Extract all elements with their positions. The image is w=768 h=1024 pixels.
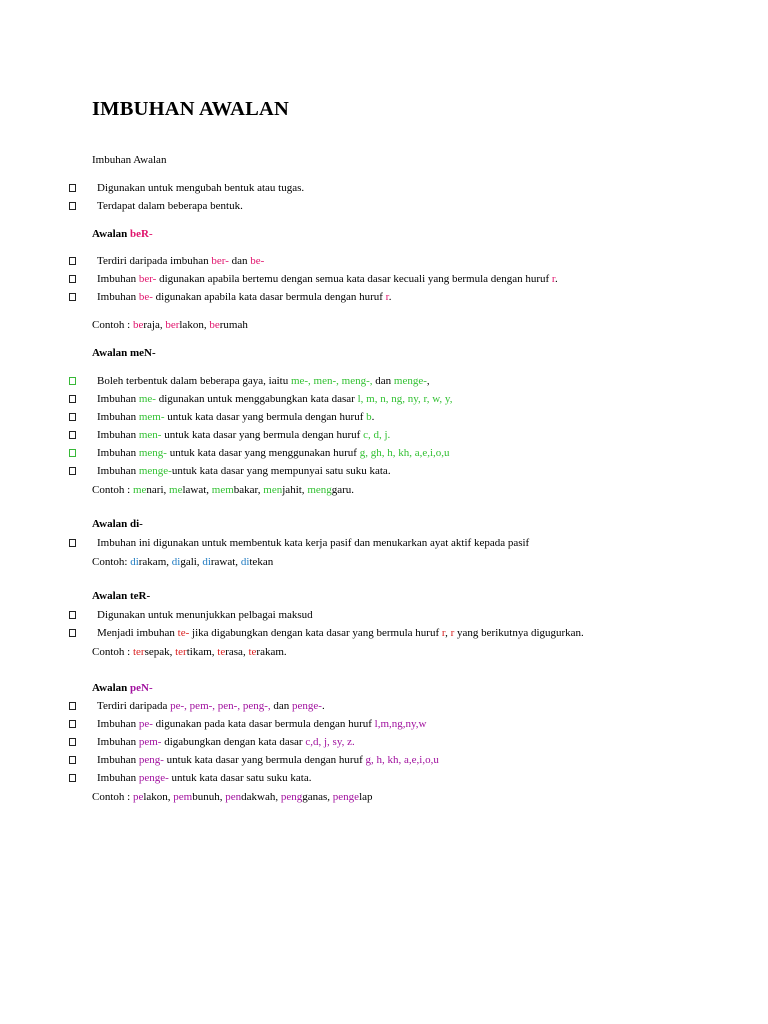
highlight-run: ter bbox=[132, 646, 145, 658]
text-run: yang berikutnya digugurkan. bbox=[454, 627, 584, 639]
text-run: rakam, bbox=[138, 556, 172, 568]
text-run: Awalan bbox=[92, 228, 130, 240]
checkbox-bullet-icon bbox=[69, 611, 76, 619]
example-line bbox=[92, 645, 287, 659]
checkbox-bullet-icon bbox=[69, 377, 76, 385]
list-item-text bbox=[97, 374, 430, 388]
highlight-run: c, d, j. bbox=[363, 429, 391, 441]
text-run: rawat, bbox=[210, 556, 241, 568]
text-run: , bbox=[445, 627, 451, 639]
text-run: raja, bbox=[143, 319, 166, 331]
text-run: Imbuhan bbox=[97, 429, 139, 441]
text-run: . bbox=[321, 700, 325, 712]
list-item-text bbox=[97, 181, 304, 195]
text-run: tekan bbox=[249, 556, 274, 568]
highlight-run: menge- bbox=[138, 465, 172, 477]
highlight-run: pe bbox=[132, 791, 144, 803]
text-run: tikam, bbox=[186, 646, 218, 658]
text-run: Awalan teR- bbox=[92, 590, 151, 602]
highlight-run: di bbox=[240, 556, 250, 568]
text-run: . bbox=[554, 273, 558, 285]
highlight-run: r bbox=[450, 627, 455, 639]
checkbox-bullet-icon bbox=[69, 629, 76, 637]
intro-heading: Imbuhan Awalan bbox=[92, 154, 167, 166]
list-item-text bbox=[97, 626, 584, 640]
highlight-run: me- bbox=[138, 393, 156, 405]
list-item-text bbox=[97, 254, 264, 268]
highlight-run: penge bbox=[332, 791, 360, 803]
highlight-run: pem bbox=[173, 791, 193, 803]
highlight-run: te bbox=[217, 646, 226, 658]
checkbox-bullet-icon bbox=[69, 275, 76, 283]
text-run: bakar, bbox=[233, 484, 264, 496]
highlight-run: meng- bbox=[138, 447, 167, 459]
list-item-text bbox=[97, 699, 325, 713]
section-heading bbox=[92, 681, 153, 695]
text-run: dan bbox=[372, 375, 394, 387]
list-item-text bbox=[97, 272, 558, 286]
example-line bbox=[92, 483, 354, 497]
text-run: Imbuhan bbox=[97, 273, 139, 285]
checkbox-bullet-icon bbox=[69, 539, 76, 547]
text-run: Awalan bbox=[92, 682, 130, 694]
section-heading bbox=[92, 517, 143, 531]
checkbox-bullet-icon bbox=[69, 413, 76, 421]
text-run: Imbuhan bbox=[97, 465, 139, 477]
highlight-run: penge- bbox=[138, 772, 169, 784]
highlight-run: te bbox=[248, 646, 257, 658]
highlight-run: pem- bbox=[138, 736, 162, 748]
checkbox-bullet-icon bbox=[69, 431, 76, 439]
highlight-run: ber- bbox=[211, 255, 229, 267]
text-run: lakon, bbox=[143, 791, 174, 803]
highlight-run: c,d, j, sy, z. bbox=[305, 736, 355, 748]
text-run: dakwah, bbox=[241, 791, 281, 803]
highlight-run: pe- bbox=[138, 718, 153, 730]
text-run: rakam. bbox=[256, 646, 287, 658]
list-item-text bbox=[97, 536, 529, 550]
checkbox-bullet-icon bbox=[69, 738, 76, 746]
highlight-run: mem- bbox=[138, 411, 165, 423]
checkbox-bullet-icon bbox=[69, 774, 76, 782]
list-item-text bbox=[97, 771, 311, 785]
highlight-run: men bbox=[263, 484, 283, 496]
list-item-text bbox=[97, 735, 355, 749]
text-run: Awalan meN- bbox=[92, 347, 156, 359]
list-item-text bbox=[97, 290, 391, 304]
section-heading bbox=[92, 227, 153, 241]
text-run: Imbuhan bbox=[97, 772, 139, 784]
text-run: garu. bbox=[331, 484, 355, 496]
document-title: IMBUHAN AWALAN bbox=[92, 98, 289, 120]
highlight-run: di bbox=[130, 556, 139, 568]
list-item-text bbox=[97, 428, 390, 442]
highlight-run: r bbox=[551, 273, 555, 285]
highlight-run: menge- bbox=[393, 375, 427, 387]
list-item-text bbox=[97, 199, 243, 213]
highlight-run: beR- bbox=[130, 228, 153, 240]
text-run: Imbuhan bbox=[97, 291, 139, 303]
checkbox-bullet-icon bbox=[69, 720, 76, 728]
highlight-run: penge- bbox=[292, 700, 322, 712]
text-run: gali, bbox=[180, 556, 203, 568]
text-run: jahit, bbox=[282, 484, 308, 496]
list-item-text bbox=[97, 392, 452, 406]
highlight-run: peN- bbox=[130, 682, 153, 694]
highlight-run: mem bbox=[211, 484, 234, 496]
example-line bbox=[92, 318, 248, 332]
text-run: bunuh, bbox=[192, 791, 226, 803]
highlight-run: l,m,ng,ny,w bbox=[374, 718, 427, 730]
list-item-text bbox=[97, 464, 391, 478]
highlight-run: l, m, n, ng, ny, r, w, y, bbox=[357, 393, 453, 405]
text-run: Digunakan untuk menunjukkan pelbagai maksud bbox=[97, 609, 313, 621]
text-run: Awalan di- bbox=[92, 518, 143, 530]
highlight-run: ber- bbox=[138, 273, 157, 285]
highlight-run: me bbox=[132, 484, 147, 496]
text-run: untuk kata dasar yang menggunakan huruf bbox=[166, 447, 360, 459]
text-run: jika digabungkan dengan kata dasar yang bermula huruf bbox=[189, 627, 442, 639]
highlight-run: di bbox=[202, 556, 211, 568]
text-run: untuk kata dasar yang bermula dengan huruf bbox=[164, 411, 367, 423]
text-run: Imbuhan ini digunakan untuk membentuk kata kerja pasif dan menukarkan ayat aktif kepada pasif bbox=[97, 537, 530, 549]
highlight-run: ter bbox=[175, 646, 187, 658]
text-run: Imbuhan bbox=[97, 754, 139, 766]
text-run: lawat, bbox=[182, 484, 212, 496]
checkbox-bullet-icon bbox=[69, 293, 76, 301]
text-run: Imbuhan bbox=[97, 411, 139, 423]
checkbox-bullet-icon bbox=[69, 449, 76, 457]
text-run: digunakan apabila bertemu dengan semua kata dasar kecuali yang bermula dengan huruf bbox=[156, 273, 552, 285]
text-run: , bbox=[426, 375, 430, 387]
highlight-run: peng bbox=[280, 791, 303, 803]
highlight-run: meng bbox=[307, 484, 332, 496]
highlight-run: pe-, pem-, pen-, peng-, bbox=[170, 700, 271, 712]
highlight-run: r bbox=[441, 627, 446, 639]
text-run: . bbox=[371, 411, 375, 423]
text-run: Terdiri daripada bbox=[97, 700, 171, 712]
text-run: untuk kata dasar yang bermula dengan huruf bbox=[163, 754, 366, 766]
text-run: lakon, bbox=[179, 319, 210, 331]
text-run: ganas, bbox=[302, 791, 333, 803]
example-line bbox=[92, 790, 373, 804]
highlight-run: b bbox=[366, 411, 372, 423]
example-line bbox=[92, 555, 273, 569]
text-run: Imbuhan bbox=[97, 393, 139, 405]
section-heading bbox=[92, 346, 156, 360]
highlight-run: be bbox=[132, 319, 144, 331]
highlight-run: me bbox=[169, 484, 183, 496]
highlight-run: be- bbox=[250, 255, 265, 267]
text-run: untuk kata dasar satu suku kata. bbox=[168, 772, 312, 784]
text-run: digabungkan dengan kata dasar bbox=[161, 736, 306, 748]
text-run: untuk kata dasar yang bermula dengan huruf bbox=[161, 429, 364, 441]
text-run: digunakan untuk menggabungkan kata dasar bbox=[155, 393, 358, 405]
section-heading bbox=[92, 589, 150, 603]
text-run: Terdapat dalam beberapa bentuk. bbox=[97, 200, 243, 212]
list-item-text bbox=[97, 608, 313, 622]
highlight-run: be- bbox=[138, 291, 153, 303]
text-run: Terdiri daripada imbuhan bbox=[97, 255, 212, 267]
highlight-run: pen bbox=[225, 791, 242, 803]
list-item-text bbox=[97, 446, 450, 460]
text-run: Imbuhan bbox=[97, 718, 139, 730]
text-run: Imbuhan bbox=[97, 447, 139, 459]
checkbox-bullet-icon bbox=[69, 184, 76, 192]
text-run: rasa, bbox=[225, 646, 249, 658]
text-run: Imbuhan bbox=[97, 736, 139, 748]
text-run: rumah bbox=[219, 319, 248, 331]
highlight-run: di bbox=[171, 556, 181, 568]
list-item-text bbox=[97, 717, 427, 731]
checkbox-bullet-icon bbox=[69, 702, 76, 710]
checkbox-bullet-icon bbox=[69, 756, 76, 764]
text-run: Contoh : bbox=[92, 319, 133, 331]
highlight-run: g, gh, h, kh, a,e,i,o,u bbox=[359, 447, 450, 459]
text-run: Contoh : bbox=[92, 484, 133, 496]
highlight-run: be bbox=[209, 319, 220, 331]
text-run: Boleh terbentuk dalam beberapa gaya, iaitu bbox=[97, 375, 291, 387]
text-run: dan bbox=[228, 255, 251, 267]
highlight-run: me-, men-, meng-, bbox=[290, 375, 373, 387]
text-run: nari, bbox=[146, 484, 170, 496]
text-run: Contoh : bbox=[92, 791, 133, 803]
highlight-run: peng- bbox=[138, 754, 164, 766]
text-run: untuk kata dasar yang mempunyai satu suku kata. bbox=[171, 465, 391, 477]
text-run: Menjadi imbuhan bbox=[97, 627, 178, 639]
checkbox-bullet-icon bbox=[69, 395, 76, 403]
highlight-run: men- bbox=[138, 429, 162, 441]
text-run: Contoh: bbox=[92, 556, 131, 568]
text-run: sepak, bbox=[144, 646, 176, 658]
list-item-text bbox=[97, 410, 374, 424]
text-run: Digunakan untuk mengubah bentuk atau tugas. bbox=[97, 182, 305, 194]
checkbox-bullet-icon bbox=[69, 202, 76, 210]
text-run: dan bbox=[270, 700, 293, 712]
text-run: . bbox=[388, 291, 392, 303]
highlight-run: ber bbox=[165, 319, 180, 331]
list-item-text bbox=[97, 753, 439, 767]
highlight-run: te- bbox=[177, 627, 190, 639]
checkbox-bullet-icon bbox=[69, 467, 76, 475]
highlight-run: g, h, kh, a,e,i,o,u bbox=[365, 754, 439, 766]
checkbox-bullet-icon bbox=[69, 257, 76, 265]
text-run: digunakan pada kata dasar bermula dengan huruf bbox=[152, 718, 375, 730]
text-run: lap bbox=[359, 791, 373, 803]
text-run: Contoh : bbox=[92, 646, 133, 658]
text-run: digunakan apabila kata dasar bermula dengan huruf bbox=[152, 291, 386, 303]
highlight-run: r bbox=[385, 291, 389, 303]
